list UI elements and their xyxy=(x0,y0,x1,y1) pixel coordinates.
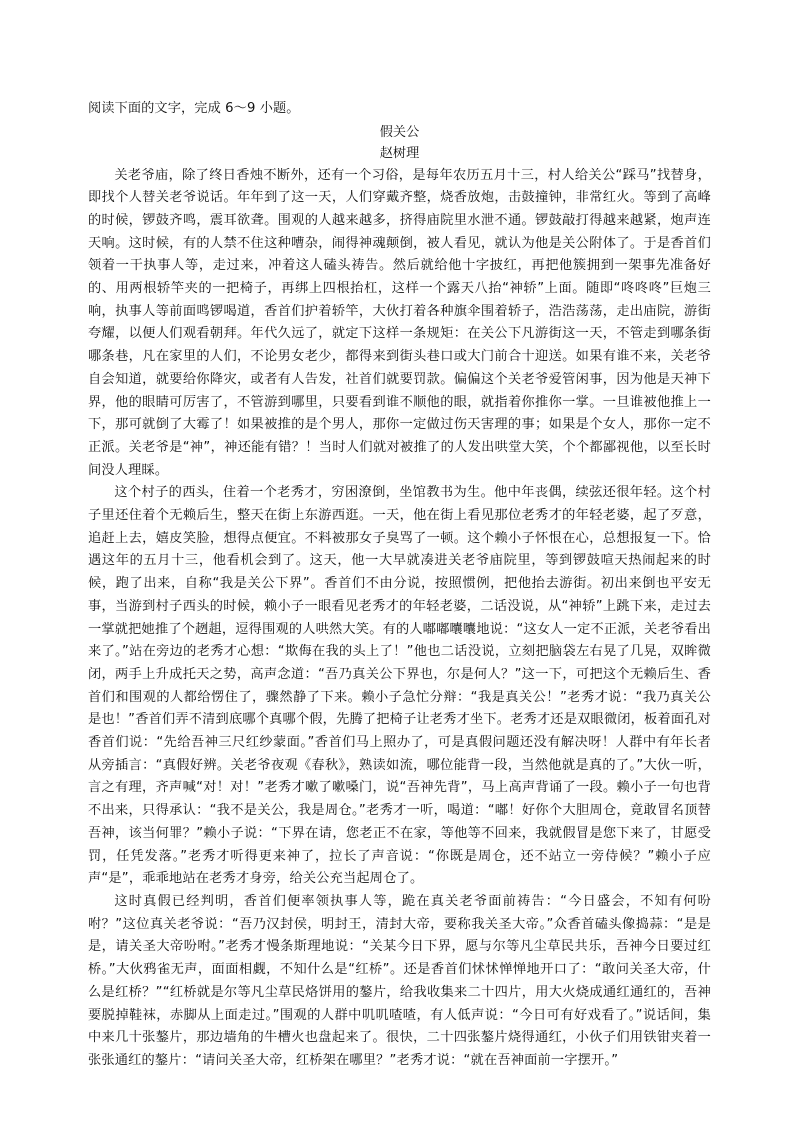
paragraph-1: 关老爷庙，除了终日香烛不断外，还有一个习俗，是每年农历五月十三，村人给关公“踩马”找替身，即找个人替关老爷说话。年年到了这一天，人们穿戴齐整，烧香放炮，击鼓撞钟，非常红火。等到了高峰的时候，锣鼓齐鸣，震耳欲聋。围观的人越来越多，挤得庙院里水泄不通。锣鼓敲打得越来越紧，炮声连天响。这时候，有的人禁不住这种嘈杂，闹得神魂颠倒，被人看见，就认为他是关公附体了。于是香首们领着一干执事人等，走过来，冲着这人磕头祷告。然后就给他十字披红，再把他簇拥到一架事先准备好的、用两根轿竿夹的一把椅子，再绑上四根抬杠，这样一个露天八抬“神轿”上面。随即“咚咚咚”巨炮三响，执事人等前面鸣锣喝道，香首们护着轿竿，大伙打着各种旗伞围着轿子，浩浩荡荡，走出庙院，游街夸耀，以便人们观看朝拜。年代久远了，就定下这样一条规矩：在关公下凡游街这一天，不管走到哪条街哪条巷，凡在家里的人们，不论男女老少，都得来到街头巷口或大门前合十迎送。如果有谁不来，关老爷自会知道，就要给你降灾，或者有人告发，社首们就要罚款。偏偏这个关老爷爱管闲事，因为他是天神下界，他的眼睛可厉害了，不管游到哪里，只要看到谁不顺他的眼，就指着你推你一掌。一旦谁被他推上一下，那可就倒了大霉了！如果被推的是个男人，那你一定做过伤天害理的事；如果是个女人，那你一定不正派。关老爷是“神”，神还能有错？！当时人们就对被推了的人发出哄堂大笑，个个都鄙视他，以至长时间没人理睬。 xyxy=(88,167,711,478)
story-author: 赵树理 xyxy=(379,146,420,161)
story-title: 假关公 xyxy=(379,124,420,140)
paragraph-3: 这时真假已经判明，香首们便率领执事人等，跪在真关老爷面前祷告：“今日盛会，不知有何吩咐？”这位真关老爷说：“吾乃汉封侯，明封王，清封大帝，要称我关圣大帝。”众香首磕头像捣蒜：“是是是，请关圣大帝吩咐。”老秀才慢条斯理地说：“关某今日下界，愿与尔等凡尘草民共乐，吾神今日要过红桥。”大伙鸦雀无声，面面相觑，不知什么是“红桥”。还是香首们怵怵惮惮地开口了：“敢问关圣大帝，什么是红桥？”“红桥就是尔等凡尘草民烙饼用的鏊片，给我收集来二十四片，用大火烧成通红通红的，吾神要脱掉鞋袜，赤脚从上面走过。”围观的人群中叽叽喳喳，有人低声说：“今日可有好戏看了。”说话间，集中来几十张鏊片，那边墙角的牛槽火也盘起来了。很快，二十四张鏊片烧得通红，小伙子们用铁钳夹着一张张通红的鏊片：“请问关圣大帝，红桥架在哪里？”老秀才说：“就在吾神面前一字摆开。” xyxy=(88,894,711,1068)
instruction-line: 阅读下面的文字，完成 6～9 小题。 xyxy=(88,101,300,116)
paragraph-2: 这个村子的西头，住着一个老秀才，穷困潦倒，坐馆教书为生。他中年丧偶，续弦还很年轻。这个村子里还住着个无赖后生，整天在街上东游西逛。一天，他在街上看见那位老秀才的年轻老婆，起了歹意，追赶上去，嬉皮笑脸，想得点便宜。不料被那女子臭骂了一顿。这个赖小子怀恨在心，总想报复一下。恰遇这年的五月十三，他看机会到了。这天，他一大早就凑进关老爷庙院里，等到锣鼓喧天热闹起来的时候，跑了出来，自称“我是关公下界”。香首们不由分说，按照惯例，把他抬去游街。初出来倒也平安无事，当游到村子西头的时候，赖小子一眼看见老秀才的年轻老婆，二话没说，从“神轿”上跳下来，走过去一掌就把她推了个趔趄，逗得围观的人哄然大笑。有的人嘟嘟囔囔地说：“这女人一定不正派，关老爷看出来了。”站在旁边的老秀才心想：“欺侮在我的头上了！”他也二话没说，立刻把脑袋左右晃了几晃，双眸微闭，两手上升成托天之势，高声念道：“吾乃真关公下界也，尔是何人？”这一下，可把这个无赖后生、香首们和围观的人都给愣住了，骤然静了下来。赖小子急忙分辩：“我是真关公！”老秀才说：“我乃真关公是也！”香首们弄不清到底哪个真哪个假，先腾了把椅子让老秀才坐下。老秀才还是双眼微闭，板着面孔对香首们说：“先给吾神三尺红纱蒙面。”香首们马上照办了，可是真假问题还没有解决呀！人群中有年长者从旁插言：“真假好辨。关老爷夜观《春秋》，熟读如流，哪位能背一段，当然他就是真的了。”大伙一听，言之有理，齐声喊“对！对！”老秀才嗽了嗽嗓门，说“吾神先背”，马上高声背诵了一段。赖小子一句也背不出来，只得承认：“我不是关公，我是周仓。”老秀才一听，喝道：“嘟！好你个大胆周仓，竟敢冒名顶替吾神，该当何罪？”赖小子说：“下界在请，您老正不在家，等他等不回来，我就假冒是您下来了，甘愿受罚，任凭发落。”老秀才听得更来神了，拉长了声音说：“你既是周仓，还不站立一旁侍候？”赖小子应声“是”，乖乖地站在老秀才身旁，给关公充当起周仓了。 xyxy=(88,485,711,887)
